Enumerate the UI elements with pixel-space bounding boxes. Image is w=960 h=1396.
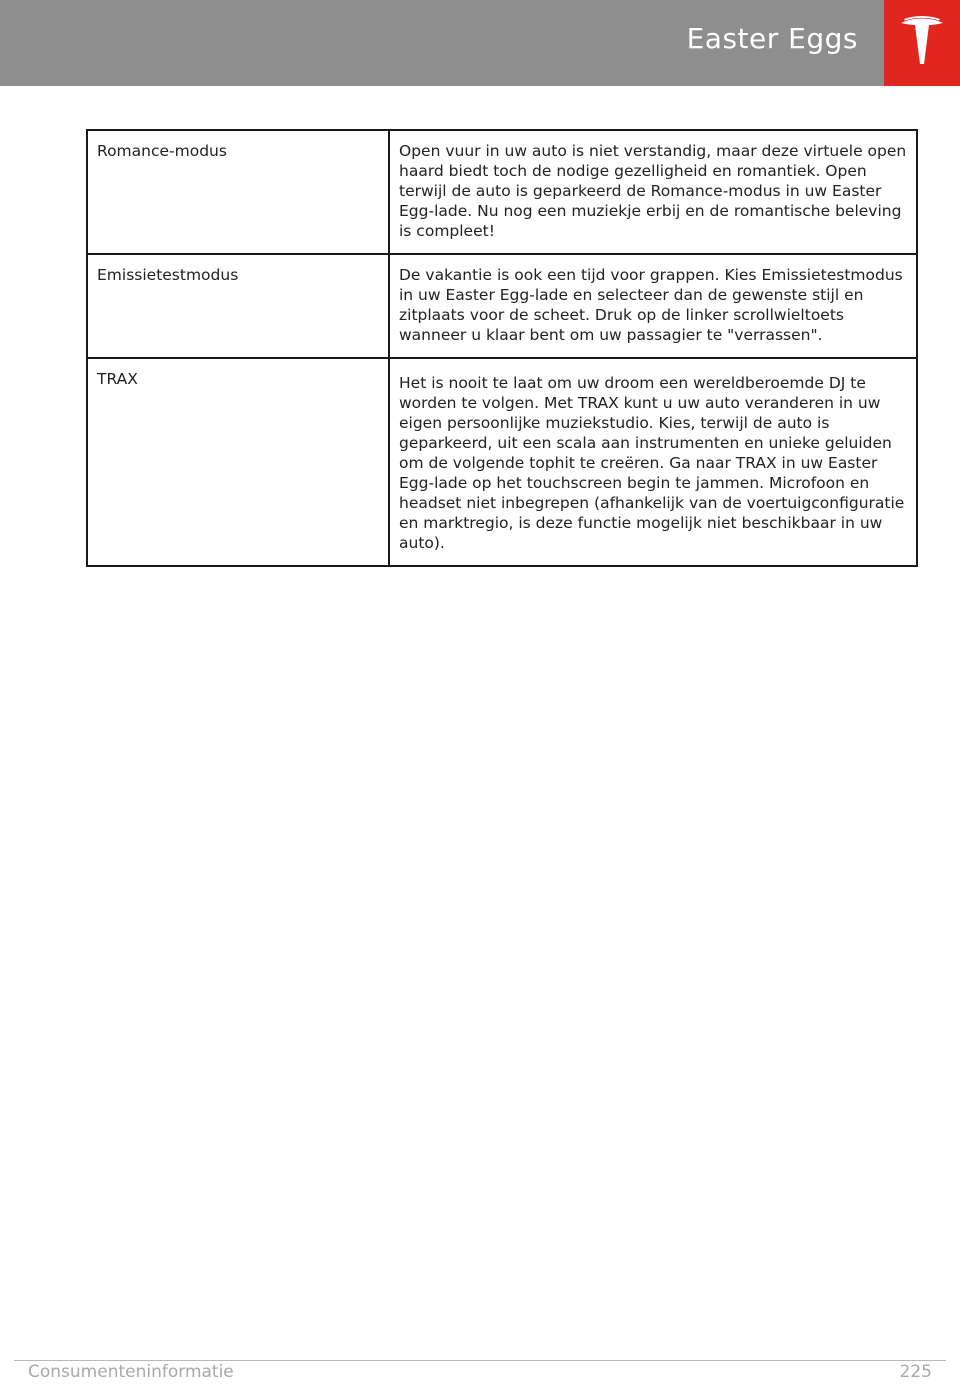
- table-row: [87, 254, 917, 358]
- section-title: Easter Eggs: [686, 22, 858, 55]
- footer-section-label: Consumenteninformatie: [28, 1362, 234, 1382]
- table-row: [87, 358, 917, 566]
- footer-rule: [14, 1360, 946, 1361]
- tesla-t-logo-icon: [899, 16, 945, 66]
- term-cell: TRAX: [87, 358, 389, 566]
- logo-box: [884, 0, 960, 86]
- easter-eggs-table: [86, 129, 918, 567]
- term-cell: Romance-modus: [87, 130, 389, 254]
- description-cell: De vakantie is ook een tijd voor grappen. Kies Emissietestmodus in uw Easter Egg-lade en selecteer dan de gewenste stijl en zitplaats voor de scheet. Druk op de linker scrollwieltoets wanneer u klaar bent om uw passagier te "verrassen".: [389, 254, 917, 358]
- page-number: 225: [899, 1362, 932, 1382]
- description-cell: Open vuur in uw auto is niet verstandig, maar deze virtuele open haard biedt toch de nodige gezelligheid en romantiek. Open terwijl de auto is geparkeerd de Romance-modus in uw Easter Egg-lade. Nu nog een muziekje erbij en de romantische beleving is compleet!: [389, 130, 917, 254]
- description-cell: Het is nooit te laat om uw droom een wereldberoemde DJ te worden te volgen. Met TRAX kunt u uw auto veranderen in uw eigen persoonlijke muziekstudio. Kies, terwijl de auto is geparkeerd, uit een scala aan instrumenten en unieke geluiden om de volgende tophit te creëren. Ga naar TRAX in uw Easter Egg-lade op het touchscreen begin te jammen. Microfoon en headset niet inbegrepen (afhankelijk van de voertuigconfiguratie en marktregio, is deze functie mogelijk niet beschikbaar in uw auto).: [389, 358, 917, 566]
- table-row: [87, 130, 917, 254]
- term-cell: Emissietestmodus: [87, 254, 389, 358]
